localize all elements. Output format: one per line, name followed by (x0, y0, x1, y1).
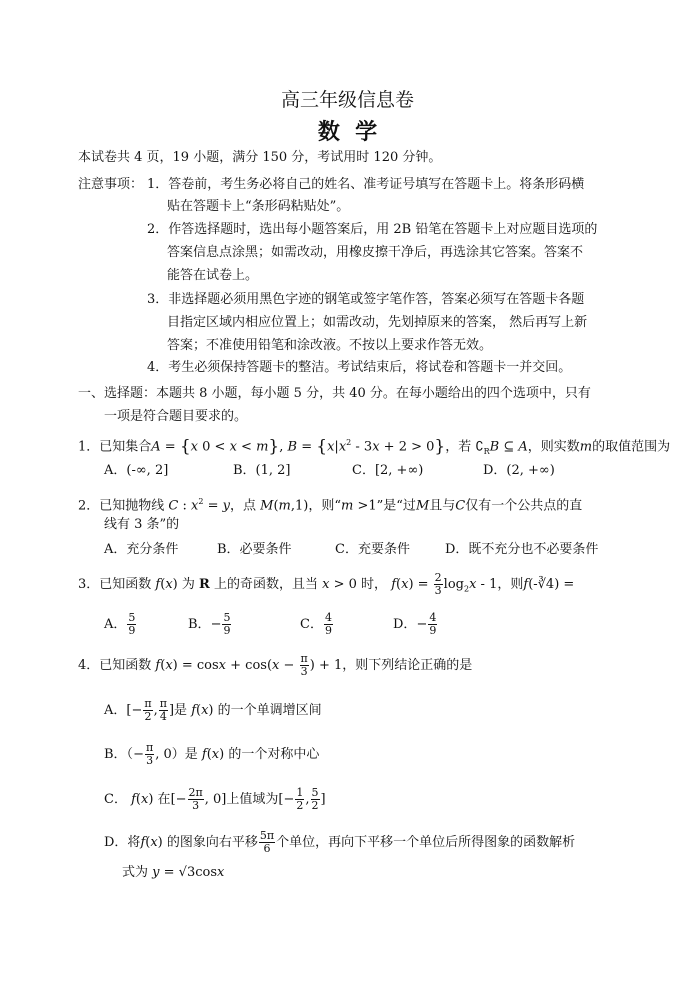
question-1-stem: 1．已知集合A = {x 0 < x < m}, $B = \{x|x^2 - 3x + 2 > 0\}$，若 $∁_RB$ ⊆ A，则实数m的取值范围为 (78, 436, 671, 457)
q3-option-c[interactable]: C． $\frac{4}{9}$ (300, 611, 332, 637)
note-3-line-2: 目指定区域内相应位置上；如需改动，先划掉原来的答案， 然后再写上新 (167, 315, 588, 330)
q3-option-a[interactable]: A． $\frac{5}{9}$ (104, 611, 136, 637)
section-heading-line-1: 一、选择题：本题共 8 小题，每小题 5 分，共 40 分。在每小题给出的四个选项中，只有 (78, 386, 591, 401)
note-3-line-3: 答案；不准使用铅笔和涂改液。不按以上要求作答无效。 (167, 338, 493, 353)
section-heading-line-2: 一项是符合题目要求的。 (104, 409, 248, 424)
q4-option-a[interactable]: A．[− $\frac{\pi}{2}$ , $\frac{\pi}{4}$ ]是 f(x) 的一个单调增区间 (104, 697, 322, 723)
note-1-line-1: 1．答卷前，考生务必将自己的姓名、准考证号填写在答题卡上。将条形码横 (147, 177, 585, 192)
note-3-line-1: 3．非选择题必须用黑色字迹的钢笔或签字笔作答，答案必须写在答题卡各题 (147, 292, 585, 307)
q3-option-d[interactable]: D．− $\frac{4}{9}$ (393, 611, 437, 637)
q1-option-d[interactable]: D．(2, +∞) (483, 463, 555, 478)
q3-option-b[interactable]: B．− $\frac{5}{9}$ (188, 611, 231, 637)
exam-title: 高三年级信息卷 (280, 89, 414, 111)
note-2-line-1: 2．作答选择题时，选出每小题答案后，用 2B 铅笔在答题卡上对应题目选项的 (147, 222, 598, 237)
question-2-line-2: 线有 3 条”的 (104, 517, 180, 532)
subject-title: 数 学 (317, 119, 378, 145)
q4-option-d[interactable]: D．将f(x) 的图象向右平移 $\frac{5\pi}{6}$ 个单位，再向下平移一个单位后所得图象的函数解析 (104, 829, 576, 855)
note-2-line-3: 能答在试卷上。 (167, 268, 259, 283)
q4-option-d-line-2: 式为 y = √3cosx (122, 865, 225, 880)
q2-option-a[interactable]: A．充分条件 (104, 542, 179, 557)
q1-option-a[interactable]: A．(-∞, 2] (104, 463, 169, 478)
note-1-line-2: 贴在答题卡上“条形码粘贴处”。 (167, 199, 350, 214)
q1-option-c[interactable]: C．[2, +∞) (352, 463, 424, 478)
q4-option-c[interactable]: C． f(x) 在[− $\frac{2\pi}{3}$ , 0]上值域为[− $\frac{1}{2}$ , $\frac{5}{2}$ ] (104, 786, 326, 812)
note-4: 4．考生必须保持答题卡的整洁。考试结束后，将试卷和答题卡一并交回。 (147, 360, 572, 375)
q2-option-d[interactable]: D．既不充分也不必要条件 (445, 542, 599, 557)
q2-option-b[interactable]: B．必要条件 (217, 542, 292, 557)
question-3-stem: 3．已知函数 f(x) 为 R 上的奇函数，且当 x > 0 时， f(x) = $\frac{2}{3}$ $\log_2x - 1$，则f(-∛4) = (78, 571, 575, 597)
q2-option-c[interactable]: C．充要条件 (335, 542, 410, 557)
q1-option-b[interactable]: B．(1, 2] (233, 463, 291, 478)
notes-label: 注意事项： (78, 177, 144, 192)
note-2-line-2: 答案信息点涂黑；如需改动，用橡皮擦干净后，再选涂其它答案。答案不 (167, 245, 584, 260)
q4-option-b[interactable]: B．（− $\frac{\pi}{3}$ , 0）是 f(x) 的一个对称中心 (104, 741, 320, 767)
question-2-line-1: 2．已知抛物线 C : $x^2 = y$，点 M(m,1)，则“m >1”是“过M且与C仅有一个公共点的直 (78, 497, 583, 514)
exam-intro: 本试卷共 4 页，19 小题，满分 150 分，考试用时 120 分钟。 (78, 150, 442, 165)
question-4-stem: 4．已知函数 f(x) = cosx + cos(x − $\frac{\pi}{3}$ ) + 1，则下列结论正确的是 (78, 652, 473, 678)
